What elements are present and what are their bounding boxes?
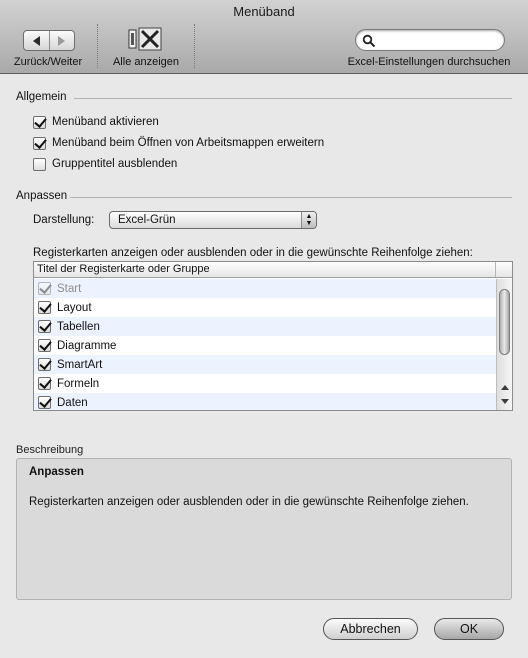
option-label: Gruppentitel ausblenden: [52, 158, 178, 170]
list-item[interactable]: [34, 336, 496, 355]
appearance-label: Darstellung:: [33, 214, 95, 226]
list-item[interactable]: [34, 298, 496, 317]
customize-section-title: Anpassen: [16, 190, 68, 202]
description-title: Beschreibung: [16, 444, 84, 456]
checkbox[interactable]: [38, 358, 51, 371]
list-item[interactable]: [34, 393, 496, 411]
checkbox[interactable]: [38, 320, 51, 333]
description-text: Registerkarten anzeigen oder ausblenden oder in die gewünschte Reihenfolge ziehen.: [29, 496, 469, 508]
appearance-value: Excel-Grün: [118, 214, 176, 226]
search-icon: [362, 34, 376, 48]
option-expand-ribbon[interactable]: [33, 135, 324, 151]
option-label: Menüband aktivieren: [52, 116, 159, 128]
checkbox[interactable]: [33, 137, 46, 150]
toolbar-divider: [97, 24, 98, 68]
list-scrollbar[interactable]: [496, 279, 512, 410]
section-divider: [74, 98, 512, 99]
list-item[interactable]: [34, 374, 496, 393]
scroll-up-icon[interactable]: [501, 385, 509, 390]
option-hide-group-titles[interactable]: [33, 156, 177, 172]
option-activate-ribbon[interactable]: [33, 114, 159, 130]
search-field[interactable]: [355, 29, 505, 51]
search-input[interactable]: [378, 32, 500, 48]
toolbar-divider: [194, 24, 195, 68]
show-all-button[interactable]: Alle anzeigen: [112, 56, 180, 68]
checkbox[interactable]: [38, 301, 51, 314]
list-item[interactable]: [34, 355, 496, 374]
scroll-down-icon[interactable]: [501, 399, 509, 404]
list-item[interactable]: [34, 279, 496, 298]
description-box: [16, 458, 512, 600]
back-forward-label: Zurück/Weiter: [13, 56, 83, 68]
back-forward-control[interactable]: [23, 30, 75, 51]
scrollbar-thumb[interactable]: [499, 289, 510, 355]
description-heading: Anpassen: [29, 466, 84, 478]
checkbox[interactable]: [33, 158, 46, 171]
ok-button[interactable]: OK: [434, 618, 504, 640]
list-item-label: SmartArt: [57, 358, 103, 371]
checkbox[interactable]: [38, 377, 51, 390]
popup-arrows-icon: ▲ ▼: [301, 212, 316, 228]
list-item-label: Diagramme: [57, 339, 117, 352]
cancel-button[interactable]: Abbrechen: [323, 618, 418, 640]
appearance-popup[interactable]: [109, 211, 317, 229]
checkbox[interactable]: [33, 116, 46, 129]
back-button[interactable]: [24, 31, 49, 50]
forward-arrow-icon: [58, 36, 65, 46]
list-item-label: Start: [57, 282, 82, 295]
tab-list-intro: Registerkarten anzeigen oder ausblenden oder in die gewünschte Reihenfolge ziehen:: [33, 247, 473, 259]
list-item-label: Formeln: [57, 377, 100, 390]
show-all-icon[interactable]: [126, 26, 164, 52]
checkbox[interactable]: [38, 339, 51, 352]
tab-list[interactable]: [33, 261, 513, 411]
window-toolbar: [0, 0, 528, 74]
search-label: Excel-Einstellungen durchsuchen: [347, 56, 511, 68]
general-section-title: Allgemein: [16, 91, 67, 103]
back-arrow-icon: [33, 36, 40, 46]
list-item-label: Daten: [57, 396, 88, 409]
list-item-label: Layout: [57, 301, 92, 314]
list-header-title[interactable]: Titel der Registerkarte oder Gruppe: [34, 262, 496, 277]
forward-button[interactable]: [49, 31, 75, 50]
checkbox: [38, 282, 51, 295]
window-title: Menüband: [233, 4, 295, 19]
checkbox[interactable]: [38, 396, 51, 409]
section-divider: [70, 197, 512, 198]
list-header: [34, 262, 512, 278]
option-label: Menüband beim Öffnen von Arbeitsmappen erweitern: [52, 137, 325, 149]
list-item[interactable]: [34, 317, 496, 336]
list-item-label: Tabellen: [57, 320, 100, 333]
